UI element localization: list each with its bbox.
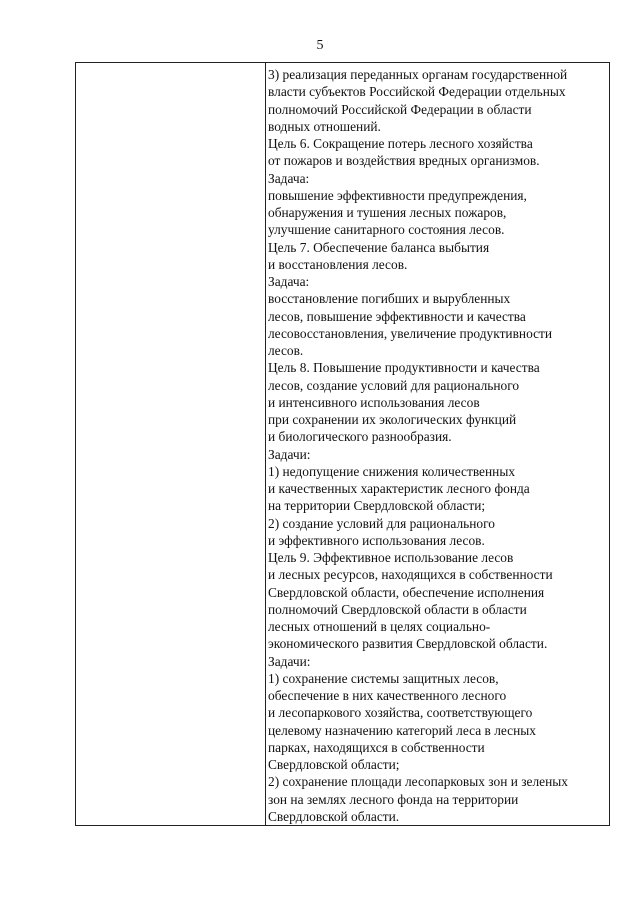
text-line: власти субъектов Российской Федерации отдельных — [268, 84, 566, 100]
text-line: экономического развития Свердловской области. — [268, 636, 548, 652]
text-line: Задача: — [268, 274, 310, 289]
right-cell-text — [268, 66, 609, 825]
text-line: повышение эффективности предупреждения, — [268, 187, 527, 203]
text-line: зон на землях лесного фонда на территории — [268, 791, 519, 807]
text-line: и интенсивного использования лесов — [268, 394, 480, 410]
text-line: и биологического разнообразия. — [268, 429, 452, 445]
text-line: и лесопаркового хозяйства, соответствующего — [268, 705, 533, 721]
left-cell — [76, 63, 266, 826]
text-line: Свердловской области. — [268, 808, 400, 824]
text-line: Свердловской области; — [268, 757, 400, 772]
text-line: от пожаров и воздействия вредных организмов. — [268, 153, 540, 169]
goals-table — [75, 62, 610, 826]
text-line: полномочий Российской Федерации в области — [268, 101, 532, 117]
text-line: и восстановления лесов. — [268, 256, 408, 272]
text-line: Цель 6. Сокращение потерь лесного хозяйства — [268, 136, 533, 151]
text-line: обеспечение в них качественного лесного — [268, 688, 507, 703]
text-line: лесовосстановления, увеличение продуктивности — [268, 325, 553, 341]
text-line: восстановление погибших и вырубленных — [268, 291, 511, 307]
text-line: Цель 9. Эффективное использование лесов — [268, 550, 514, 565]
right-cell — [266, 63, 610, 826]
text-line: целевому назначению категорий леса в лесных — [268, 722, 536, 738]
text-line: Свердловской области, обеспечение исполнения — [268, 584, 545, 600]
text-line: 2) сохранение площади лесопарковых зон и зеленых — [268, 774, 568, 790]
text-line: улучшение санитарного состояния лесов. — [268, 222, 505, 238]
text-line: лесных отношений в целях социально- — [268, 619, 491, 634]
text-line: лесов. — [268, 343, 304, 358]
table-row — [76, 63, 610, 826]
text-line: и качественных характеристик лесного фонда — [268, 481, 530, 496]
text-line: парках, находящихся в собственности — [268, 739, 485, 755]
text-line: Задача: — [268, 170, 310, 186]
text-line: водных отношений. — [268, 118, 381, 134]
text-line: на территории Свердловской области; — [268, 498, 486, 514]
text-line: и эффективного использования лесов. — [268, 532, 485, 548]
text-line: 1) недопущение снижения количественных — [268, 463, 516, 479]
text-line: Цель 8. Повышение продуктивности и качества — [268, 360, 540, 376]
text-line: лесов, создание условий для рационального — [268, 377, 520, 393]
text-line: 2) создание условий для рационального — [268, 515, 495, 531]
text-line: Задачи: — [268, 446, 311, 462]
text-line: Цель 7. Обеспечение баланса выбытия — [268, 239, 490, 255]
text-line: при сохранении их экологических функций — [268, 412, 517, 427]
text-line: и лесных ресурсов, находящихся в собственности — [268, 567, 553, 583]
text-line: 3) реализация переданных органам государственной — [268, 67, 568, 82]
page-number: 5 — [316, 38, 324, 53]
text-line: 1) сохранение системы защитных лесов, — [268, 670, 499, 686]
text-line: полномочий Свердловской области в области — [268, 601, 527, 617]
text-line: обнаружения и тушения лесных пожаров, — [268, 205, 507, 220]
text-line: Задачи: — [268, 653, 311, 669]
text-line: лесов, повышение эффективности и качества — [268, 308, 526, 324]
